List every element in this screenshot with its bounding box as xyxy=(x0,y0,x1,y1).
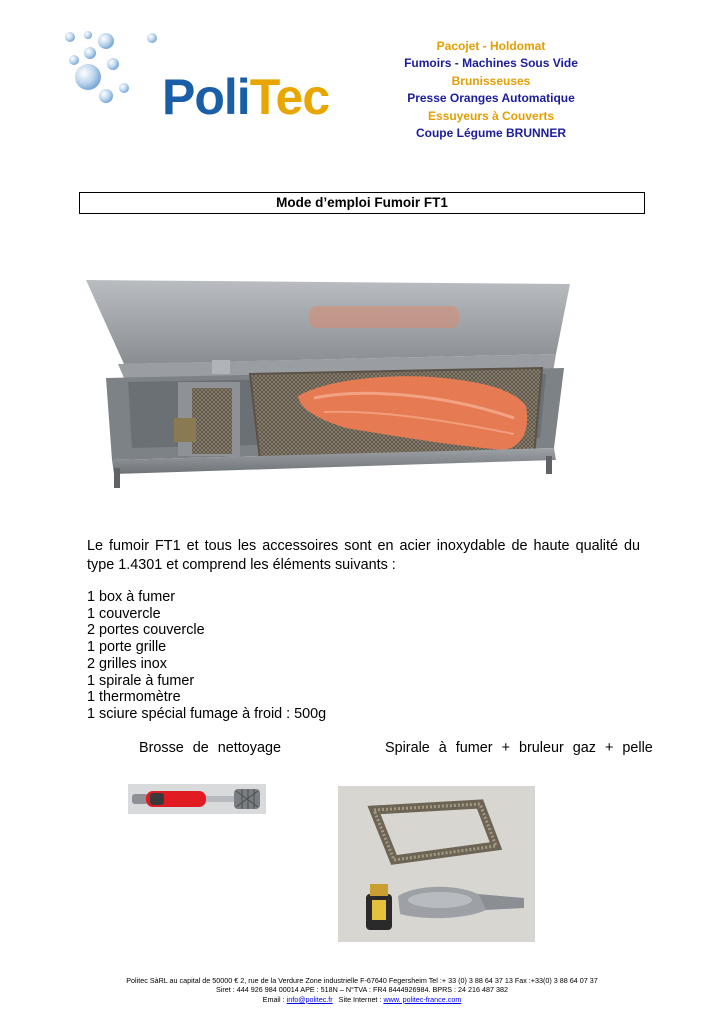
list-item: 1 sciure spécial fumage à froid : 500g xyxy=(87,705,327,722)
header-line: Essuyeurs à Couverts xyxy=(427,108,555,123)
header-line: Coupe Légume BRUNNER xyxy=(415,126,566,141)
politec-logo xyxy=(58,28,330,125)
bubbles-icon xyxy=(58,28,178,114)
footer-email-link[interactable]: info@politec.fr xyxy=(286,994,333,1004)
logo-wordmark xyxy=(162,68,329,126)
logo-tec: Tec xyxy=(249,69,330,125)
footer-site-label: Site Internet : xyxy=(332,994,384,1004)
document-title: Mode d’emploi Fumoir FT1 xyxy=(79,192,645,214)
header-line: Brunisseuses xyxy=(451,73,531,88)
header-line: Presse Oranges Automatique xyxy=(407,91,575,106)
brush-photo xyxy=(128,784,266,814)
footer-site-link[interactable]: www. politec-france.com xyxy=(383,994,462,1004)
caption-brush: Brosse de nettoyage xyxy=(139,740,282,756)
header-line: Fumoirs - Machines Sous Vide xyxy=(404,56,578,71)
footer-contact-line xyxy=(60,995,664,1004)
footer xyxy=(60,976,664,1004)
footer-company-line: Politec SàRL au capital de 50000 € 2, rue de la Verdure Zone industrielle F-67640 Fegersheim Tel :+ 33 (0) 3 88 64 37 13 Fax :+33(0) 3 88 64 07 37 xyxy=(126,976,598,985)
components-list xyxy=(87,589,326,723)
list-item: 1 thermomètre xyxy=(87,689,181,706)
footer-email-label: Email : xyxy=(262,994,287,1004)
list-item: 1 box à fumer xyxy=(87,589,175,605)
footer-registration-line: Siret : 444 926 984 00014 APE : 518N – N°TVA : FR4 8444926984. BPRS : 24 216 487 382 xyxy=(215,985,509,995)
logo-poli: Poli xyxy=(162,69,250,125)
list-item: 1 couvercle xyxy=(87,605,161,622)
smoker-photo xyxy=(84,278,574,490)
header-product-list xyxy=(361,38,621,142)
caption-spiral: Spirale à fumer + bruleur gaz + pelle xyxy=(385,740,653,756)
list-item: 1 spirale à fumer xyxy=(87,672,195,689)
list-item: 2 grilles inox xyxy=(87,655,167,672)
list-item: 1 porte grille xyxy=(87,639,167,656)
list-item: 2 portes couvercle xyxy=(87,622,205,639)
header-line: Pacojet - Holdomat xyxy=(436,39,546,53)
spiral-burner-scoop-photo xyxy=(338,786,535,942)
intro-paragraph: Le fumoir FT1 et tous les accessoires sont en acier inoxydable de haute qualité du type 1.4301 et comprend les éléments suivants : xyxy=(87,538,640,573)
